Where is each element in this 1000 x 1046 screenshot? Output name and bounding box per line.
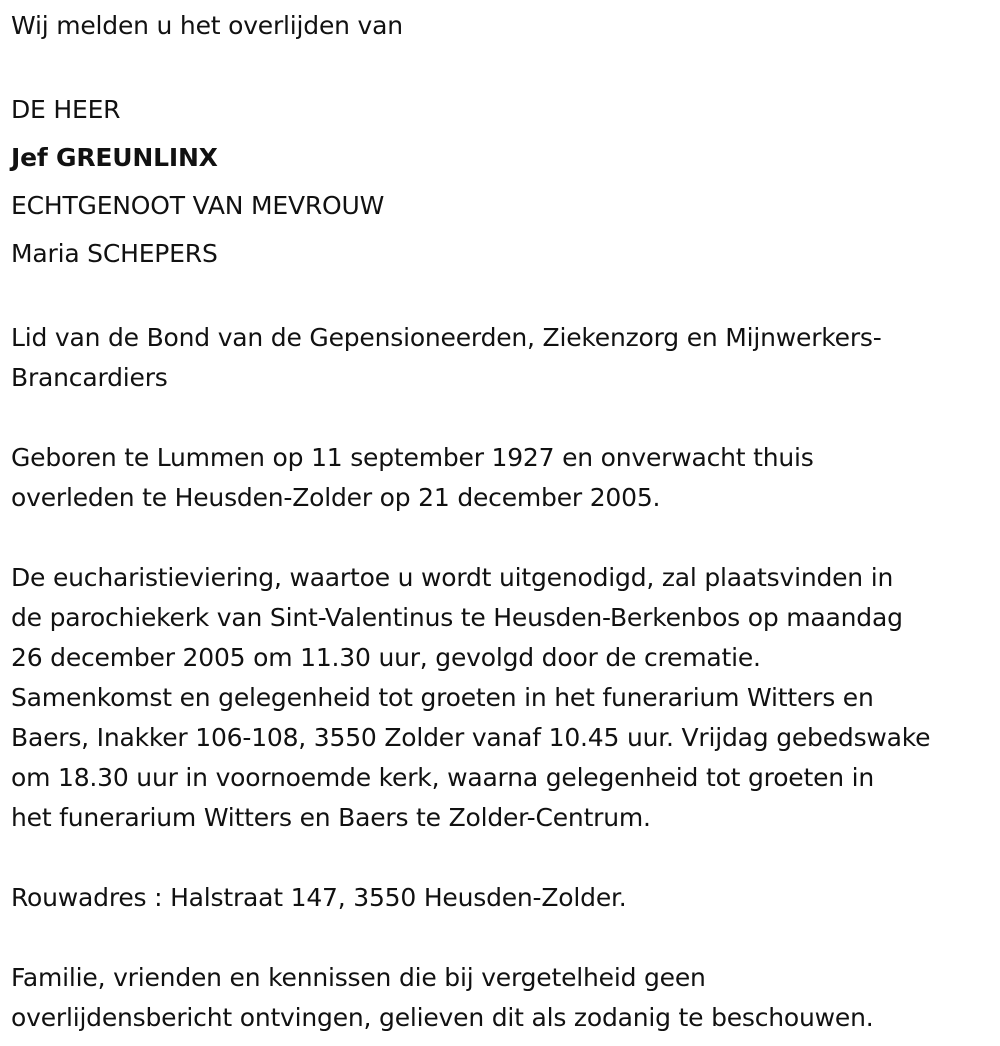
spacer [11,518,991,558]
service-line: 26 december 2005 om 11.30 uur, gevolgd door de crematie. [11,643,761,672]
service-line: de parochiekerk van Sint-Valentinus te Heusden-Berkenbos op maandag [11,603,903,632]
birth-death-line: Geboren te Lummen op 11 september 1927 en onverwacht thuis [11,443,814,472]
deceased-name: Jef GREUNLINX [11,143,218,172]
service-line: Samenkomst en gelegenheid tot groeten in het funerarium Witters en [11,683,874,712]
spouse-name: Maria SCHEPERS [11,239,218,268]
spacer [11,398,991,438]
intro-text: Wij melden u het overlijden van [11,11,403,40]
mourning-address: Rouwadres : Halstraat 147, 3550 Heusden-Zolder. [11,883,627,912]
service-line: het funerarium Witters en Baers te Zolder-Centrum. [11,803,651,832]
spacer [11,918,991,958]
obituary-notice [11,6,991,1038]
spouse-label: ECHTGENOOT VAN MEVROUW [11,191,385,220]
closing-line: overlijdensbericht ontvingen, gelieven dit als zodanig te beschouwen. [11,1003,874,1032]
spacer [11,46,991,86]
honorific: DE HEER [11,95,121,124]
service-line: Baers, Inakker 106-108, 3550 Zolder vanaf 10.45 uur. Vrijdag gebedswake [11,723,931,752]
membership-line: Brancardiers [11,363,168,392]
membership-line: Lid van de Bond van de Gepensioneerden, Ziekenzorg en Mijnwerkers- [11,323,882,352]
closing-line: Familie, vrienden en kennissen die bij vergetelheid geen [11,963,706,992]
service-line: om 18.30 uur in voornoemde kerk, waarna gelegenheid tot groeten in [11,763,875,792]
birth-death-line: overleden te Heusden-Zolder op 21 december 2005. [11,483,661,512]
spacer [11,838,991,878]
spacer [11,278,991,318]
service-line: De eucharistieviering, waartoe u wordt uitgenodigd, zal plaatsvinden in [11,563,894,592]
